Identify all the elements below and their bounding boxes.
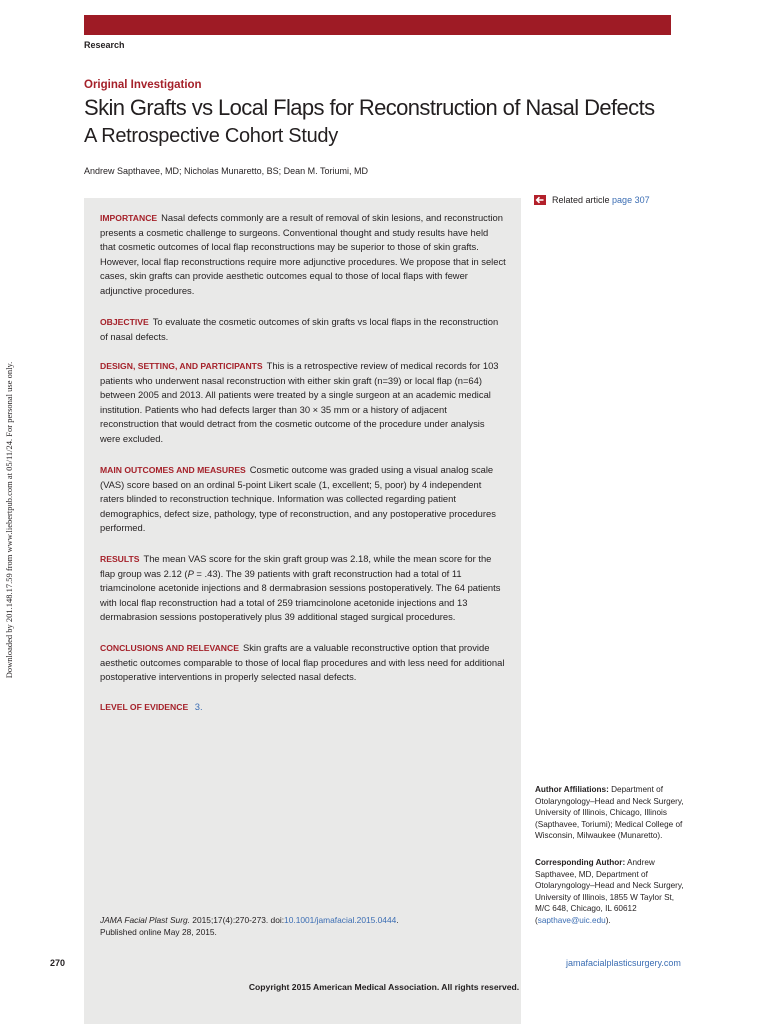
abstract-heading: RESULTS [100, 554, 140, 564]
abstract-importance [100, 211, 506, 299]
abstract-heading: OBJECTIVE [100, 317, 149, 327]
page-number: 270 [50, 958, 66, 968]
abstract-heading: LEVEL OF EVIDENCE [100, 702, 189, 712]
related-article-link[interactable]: page 307 [612, 195, 650, 205]
abstract-text: The mean VAS score for the skin graft group was 2.18, while the mean score for the flap group was 2.12 ( [100, 553, 492, 579]
related-article[interactable] [534, 195, 650, 205]
arrow-left-icon [534, 195, 546, 205]
abstract-text: Skin grafts are a valuable reconstructive option that provide aesthetic outcomes comparable to those of local flap procedures and with less need for additional postoperative interventions in properly selected nasal defects. [100, 642, 505, 683]
abstract-conclusions [100, 641, 506, 685]
level-of-evidence-link[interactable]: 3. [194, 701, 203, 712]
affiliations-text: Department of Otolaryngology–Head and Neck Surgery, University of Illinois, Chicago, Illinois (Sapthavee, Toriumi); Medical College of Wisconsin, Milwaukee (Munaretto). [535, 785, 684, 840]
author-list: Andrew Sapthavee, MD; Nicholas Munaretto, BS; Dean M. Toriumi, MD [84, 166, 368, 176]
article-type: Original Investigation [84, 79, 202, 91]
corresponding-end: ). [605, 915, 611, 925]
abstract-level-of-evidence [100, 700, 506, 715]
abstract-text: Cosmetic outcome was graded using a visual analog scale (VAS) score based on an ordinal 5-point Likert scale (1, excellent; 5, poor) by 4 independent raters blinded to reconstruction technique. Information was collected regarding patient demographics, defect size, pathology, type of reconstruction, and any postoperative procedures performed. [100, 464, 496, 534]
abstract-text: To evaluate the cosmetic outcomes of skin grafts vs local flaps in the reconstruction of nasal defects. [100, 316, 499, 342]
related-article-label: Related article [552, 195, 610, 205]
citation-ref: 2015;17(4):270-273. doi: [189, 915, 285, 925]
article-subtitle: A Retrospective Cohort Study [84, 125, 338, 147]
email-link[interactable]: sapthave@uic.edu [537, 915, 606, 925]
abstract-text: Nasal defects commonly are a result of removal of skin lesions, and reconstruction presents a cosmetic challenge to surgeons. Conventional thought and study results have held that cosmetic outcomes of local flap reconstructions may be superior to those of skin grafts. However, local flap reconstructions require more adjunctive procedures. We propose that in select cases, skin grafts can provide aesthetic outcomes equal to those of local flaps with fewer adjunctive procedures. [100, 212, 506, 296]
affiliations-heading: Author Affiliations: [535, 785, 609, 794]
download-watermark: Downloaded by 201.148.17.59 from www.liebertpub.com at 05/11/24. For personal use only. [4, 361, 14, 679]
corresponding-heading: Corresponding Author: [535, 858, 626, 867]
journal-top-bar [84, 15, 671, 35]
copyright-notice: Copyright 2015 American Medical Association. All rights reserved. [248, 982, 520, 992]
abstract-heading: MAIN OUTCOMES AND MEASURES [100, 465, 246, 475]
journal-site-link[interactable]: jamafacialplasticsurgery.com [566, 958, 681, 968]
abstract-results [100, 552, 506, 625]
doi-link[interactable]: 10.1001/jamafacial.2015.0444 [284, 915, 397, 925]
abstract-heading: DESIGN, SETTING, AND PARTICIPANTS [100, 361, 263, 371]
author-affiliations [535, 784, 685, 842]
abstract-outcomes [100, 463, 506, 536]
article-title: Skin Grafts vs Local Flaps for Reconstruction of Nasal Defects [84, 95, 655, 120]
abstract-text: = .43). The 39 patients with graft reconstruction had a total of 11 triamcinolone acetonide injections and 8 dermabrasion sessions postoperatively. The 64 patients with local flap reconstruction had a total of 259 triamcinolone acetonide injections and 13 dermabrasion sessions postoperatively plus 39 additional staged surgical procedures. [100, 567, 501, 623]
abstract-design [100, 359, 506, 447]
citation: JAMA Facial Plast Surg. 2015;17(4):270-273. doi:10.1001/jamafacial.2015.0444. Published online May 28, 2015. [100, 915, 399, 937]
corresponding-text: Andrew Sapthavee, MD, Department of Otolaryngology–Head and Neck Surgery, University of Illinois, 1855 W Taylor St, M/C 648, Chicago, IL 60612 ( [535, 858, 684, 925]
published-date: Published online May 28, 2015. [100, 926, 217, 937]
abstract-heading: CONCLUSIONS AND RELEVANCE [100, 643, 239, 653]
abstract-objective [100, 315, 506, 344]
section-label: Research [84, 40, 125, 50]
journal-name: JAMA Facial Plast Surg. [100, 915, 190, 925]
p-value-symbol: P [187, 567, 194, 579]
abstract-text: This is a retrospective review of medical records for 103 patients who underwent nasal reconstruction with either skin graft (n=39) or local flap (n=64) between 2005 and 2013. All patients were treated by a single surgeon at an academic medical institution. Patients who had defects larger than 30 × 35 mm or a history of adjacent reconstruction that would detract from the cosmetic outcome of the procedure under analysis were excluded. [100, 360, 499, 444]
abstract-heading: IMPORTANCE [100, 213, 158, 223]
corresponding-author [535, 857, 685, 926]
